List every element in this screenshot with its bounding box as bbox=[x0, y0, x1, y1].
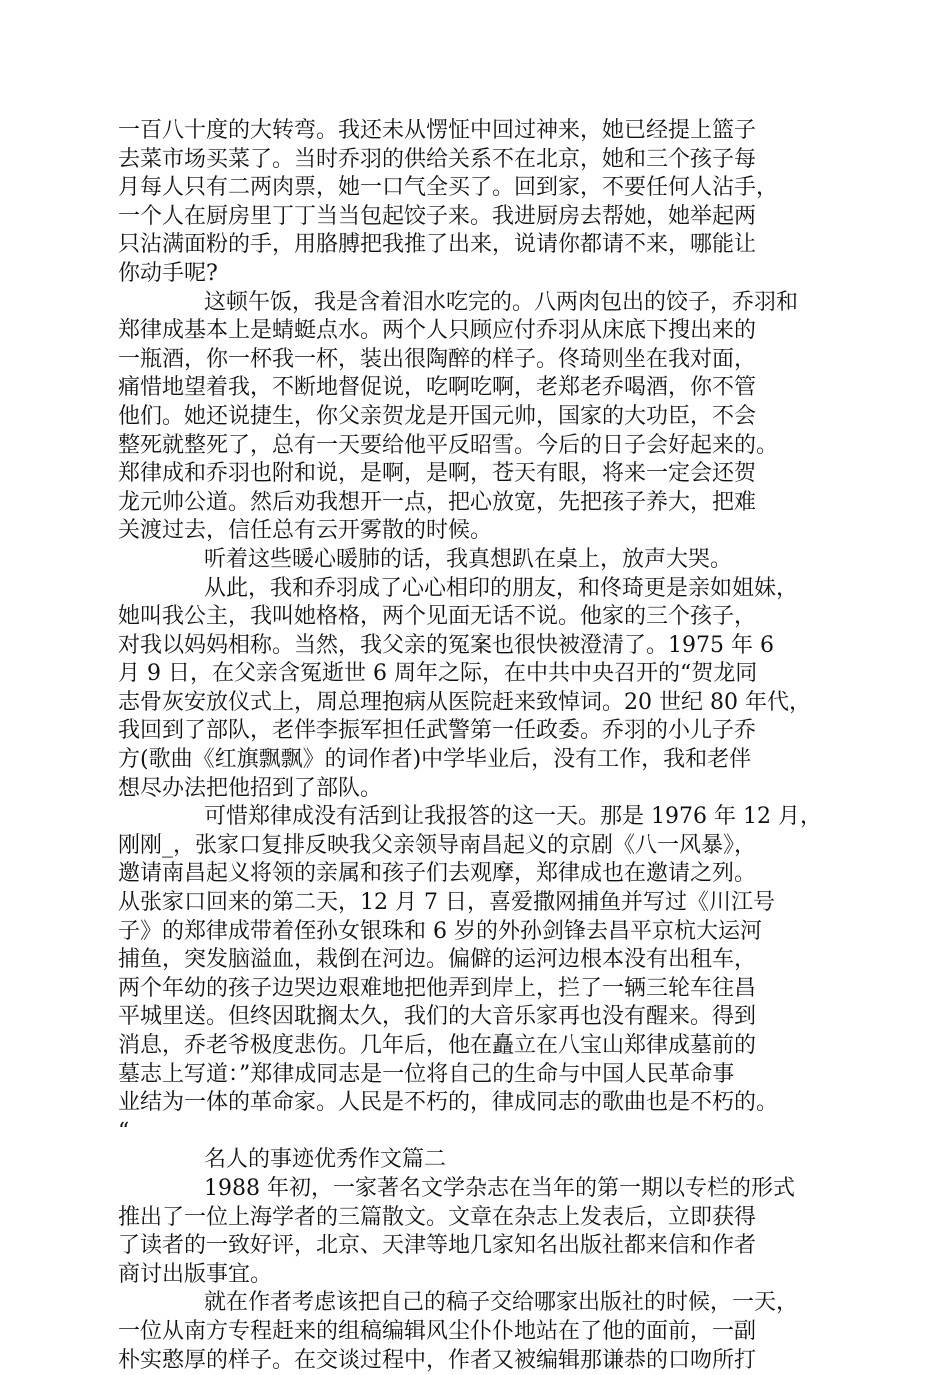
text-line: 邀请南昌起义将领的亲属和孩子们去观摩，郑律成也在邀请之列。 bbox=[118, 861, 757, 887]
text-line: 关渡过去，信任总有云开雾散的时候。 bbox=[118, 518, 493, 544]
text-line: 去菜市场买菜了。当时乔羽的供给关系不在北京，她和三个孩子每 bbox=[118, 146, 757, 172]
text-line: 听着这些暖心暖肺的话，我真想趴在桌上，放声大哭。 bbox=[204, 546, 733, 572]
text-line: 你动手呢? bbox=[118, 260, 218, 286]
text-line: “ bbox=[118, 1118, 130, 1144]
text-line: 名人的事迹优秀作文篇二 bbox=[204, 1147, 447, 1173]
text-line: 痛惜地望着我，不断地督促说，吃啊吃啊，老郑老乔喝酒，你不管 bbox=[118, 375, 757, 401]
text-line: 从此，我和乔羽成了心心相印的朋友，和佟琦更是亲如姐妹， bbox=[204, 575, 799, 601]
text-line: 推出了一位上海学者的三篇散文。文章在杂志上发表后，立即获得 bbox=[118, 1204, 757, 1230]
text-line: 1988 年初，一家著名文学杂志在当年的第一期以专栏的形式 bbox=[204, 1175, 795, 1201]
text-line: 她叫我公主，我叫她格格，两个见面无话不说。他家的三个孩子， bbox=[118, 604, 757, 630]
text-line: 平城里送。但终因耽搁太久，我们的大音乐家再也没有醒来。得到 bbox=[118, 1004, 757, 1030]
text-line: 朴实憨厚的样子。在交谈过程中，作者又被编辑那谦恭的口吻所打 bbox=[118, 1347, 757, 1373]
text-line: 我回到了部队，老伴李振军担任武警第一任政委。乔羽的小儿子乔 bbox=[118, 718, 757, 744]
text-line: 就在作者考虑该把自己的稿子交给哪家出版社的时候，一天， bbox=[204, 1290, 799, 1316]
text-line: 子》的郑律成带着侄孙女银珠和 6 岁的外孙剑锋去昌平京杭大运河 bbox=[118, 918, 762, 944]
text-line: 整死就整死了，总有一天要给他平反昭雪。今后的日子会好起来的。 bbox=[118, 432, 779, 458]
text-line: 墓志上写道：”郑律成同志是一位将自己的生命与中国人民革命事 bbox=[118, 1061, 735, 1087]
text-line: 一瓶酒，你一杯我一杯，装出很陶醉的样子。佟琦则坐在我对面， bbox=[118, 346, 757, 372]
text-line: 他们。她还说捷生，你父亲贺龙是开国元帅，国家的大功臣，不会 bbox=[118, 403, 757, 429]
text-line: 了读者的一致好评，北京、天津等地几家知名出版社都来信和作者 bbox=[118, 1233, 757, 1259]
text-line: 从张家口回来的第二天，12 月 7 日，喜爱撒网捕鱼并写过《川江号 bbox=[118, 890, 775, 916]
text-line: 一百八十度的大转弯。我还未从愣怔中回过神来，她已经提上篮子 bbox=[118, 118, 757, 143]
text-line: 郑律成和乔羽也附和说，是啊，是啊，苍天有眼，将来一定会还贺 bbox=[118, 461, 757, 487]
text-line: 龙元帅公道。然后劝我想开一点，把心放宽，先把孩子养大，把难 bbox=[118, 489, 757, 515]
text-line: 这顿午饭，我是含着泪水吃完的。八两肉包出的饺子，乔羽和 bbox=[204, 289, 799, 315]
text-line: 消息，乔老爷极度悲伤。几年后，他在矗立在八宝山郑律成墓前的 bbox=[118, 1033, 757, 1058]
text-line: 想尽办法把他招到了部队。 bbox=[118, 775, 383, 801]
text-line: 一个人在厨房里丁丁当当包起饺子来。我进厨房去帮她，她举起两 bbox=[118, 203, 757, 229]
text-line: 业结为一体的革命家。人民是不朽的，律成同志的歌曲也是不朽的。 bbox=[118, 1090, 779, 1116]
text-line: 方(歌曲《红旗飘飘》的词作者)中学毕业后，没有工作，我和老伴 bbox=[118, 747, 752, 773]
document-body bbox=[118, 117, 834, 1375]
text-line: 志骨灰安放仪式上，周总理抱病从医院赶来致悼词。20 世纪 80 年代， bbox=[118, 689, 811, 715]
text-line: 可惜郑律成没有活到让我报答的这一天。那是 1976 年 12 月， bbox=[204, 804, 822, 830]
text-line: 商讨出版事宜。 bbox=[118, 1261, 273, 1287]
text-line: 对我以妈妈相称。当然，我父亲的冤案也很快被澄清了。1975 年 6 bbox=[118, 632, 774, 658]
text-line: 郑律成基本上是蜻蜓点水。两个人只顾应付乔羽从床底下搜出来的 bbox=[118, 318, 757, 344]
text-line: 一位从南方专程赶来的组稿编辑风尘仆仆地站在了他的面前，一副 bbox=[118, 1318, 757, 1344]
text-line: 两个年幼的孩子边哭边艰难地把他弄到岸上，拦了一辆三轮车往昌 bbox=[118, 975, 757, 1001]
text-line: 月每人只有二两肉票，她一口气全买了。回到家，不要任何人沾手， bbox=[118, 175, 779, 201]
text-line: 捕鱼，突发脑溢血，栽倒在河边。偏僻的运河边根本没有出租车， bbox=[118, 947, 757, 973]
text-line: 只沾满面粉的手，用胳膊把我推了出来，说请你都请不来，哪能让 bbox=[118, 232, 757, 258]
text-line: 刚刚_，张家口复排反映我父亲领导南昌起义的京剧《八一风暴》， bbox=[118, 832, 757, 858]
text-line: 月 9 日，在父亲含冤逝世 6 周年之际，在中共中央召开的“贺龙同 bbox=[118, 661, 758, 687]
